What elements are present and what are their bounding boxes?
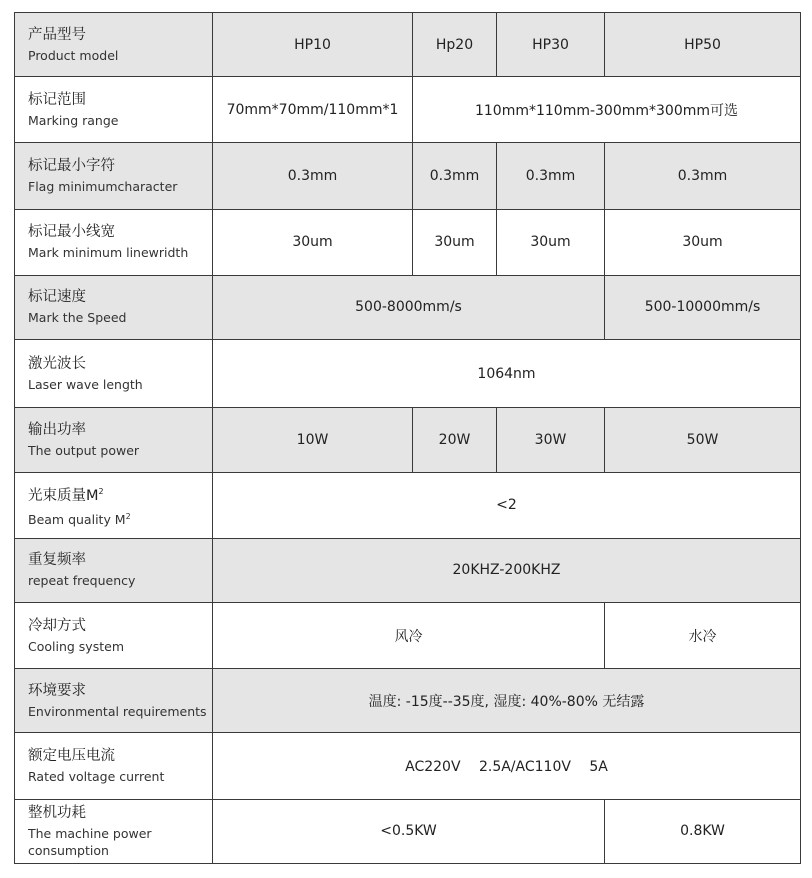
cell-marking-range-others: 110mm*110mm-300mm*300mm可选	[413, 77, 801, 143]
label-cn: 环境要求	[28, 682, 86, 699]
table-cell: 0.8KW	[605, 799, 801, 863]
row-label	[15, 77, 213, 143]
spec-table	[14, 12, 801, 864]
table-cell: 1064nm	[213, 340, 801, 408]
label-cn: 产品型号	[28, 26, 86, 43]
table-cell: 50W	[605, 408, 801, 472]
table-cell: <0.5KW	[213, 799, 605, 863]
table-cell: 20KHZ-200KHZ	[213, 538, 801, 602]
label-cn: 激光波长	[28, 355, 86, 372]
cell-hp50-model: HP50	[605, 13, 801, 77]
row-label	[15, 408, 213, 472]
row-label	[15, 799, 213, 863]
table-cell: 水冷	[605, 602, 801, 668]
label-cn: 标记速度	[28, 289, 86, 306]
table-row	[15, 669, 801, 733]
row-label	[15, 538, 213, 602]
table-cell: AC220V 2.5A/AC110V 5A	[213, 733, 801, 799]
table-row	[15, 602, 801, 668]
label-en: repeat frequency	[28, 573, 136, 589]
table-row	[15, 733, 801, 799]
table-cell: 30um	[605, 209, 801, 275]
cell-hp20-model: Hp20	[413, 13, 497, 77]
table-row	[15, 143, 801, 209]
table-row	[15, 408, 801, 472]
table-cell: 0.3mm	[413, 143, 497, 209]
table-cell: 20W	[413, 408, 497, 472]
label-en: Cooling system	[28, 638, 124, 654]
row-label	[15, 733, 213, 799]
label-en: Laser wave length	[28, 376, 143, 392]
table-row	[15, 799, 801, 863]
table-row	[15, 538, 801, 602]
table-cell: 500-8000mm/s	[213, 275, 605, 339]
table-cell: 30W	[497, 408, 605, 472]
label-cn: 输出功率	[28, 421, 86, 438]
label-en: Flag minimumcharacter	[28, 179, 178, 195]
row-label	[15, 602, 213, 668]
table-cell: 30um	[497, 209, 605, 275]
row-label	[15, 143, 213, 209]
row-label	[15, 275, 213, 339]
table-row	[15, 13, 801, 77]
table-cell: 温度: -15度--35度, 湿度: 40%-80% 无结露	[213, 669, 801, 733]
label-en: Product model	[28, 47, 119, 63]
label-en: Rated voltage current	[28, 769, 165, 785]
table-row	[15, 472, 801, 538]
row-label	[15, 13, 213, 77]
table-cell: <2	[213, 472, 801, 538]
label-cn: 整机功耗	[28, 804, 86, 821]
table-cell: 500-10000mm/s	[605, 275, 801, 339]
row-label	[15, 209, 213, 275]
label-cn: 标记范围	[28, 91, 86, 108]
table-cell: 0.3mm	[497, 143, 605, 209]
label-en: Environmental requirements	[28, 703, 207, 719]
label-en: Mark minimum linewridth	[28, 245, 189, 261]
table-cell: 30um	[413, 209, 497, 275]
label-en: The output power	[28, 442, 140, 458]
cell-hp30-model: HP30	[497, 13, 605, 77]
cell-hp10-model: HP10	[213, 13, 413, 77]
label-en: Beam quality $M^2$	[28, 511, 131, 528]
label-cn: 重复频率	[28, 552, 86, 569]
table-cell: 0.3mm	[605, 143, 801, 209]
table-cell: 30um	[213, 209, 413, 275]
cell-marking-range-hp10: 70mm*70mm/110mm*1	[213, 77, 413, 143]
table-cell: 10W	[213, 408, 413, 472]
label-cn: 标记最小线宽	[28, 224, 115, 241]
label-en: The machine power consumption	[28, 825, 152, 858]
table-cell: 0.3mm	[213, 143, 413, 209]
label-cn: 冷却方式	[28, 617, 86, 634]
table-row	[15, 77, 801, 143]
row-label	[15, 669, 213, 733]
label-cn: 额定电压电流	[28, 748, 115, 765]
label-cn: 光束质量$M^2$	[28, 487, 104, 504]
label-en: Marking range	[28, 112, 119, 128]
table-row	[15, 275, 801, 339]
row-label	[15, 340, 213, 408]
label-cn: 标记最小字符	[28, 158, 115, 175]
label-en: Mark the Speed	[28, 310, 127, 326]
table-row	[15, 340, 801, 408]
table-row	[15, 209, 801, 275]
table-cell: 风冷	[213, 602, 605, 668]
row-label	[15, 472, 213, 538]
